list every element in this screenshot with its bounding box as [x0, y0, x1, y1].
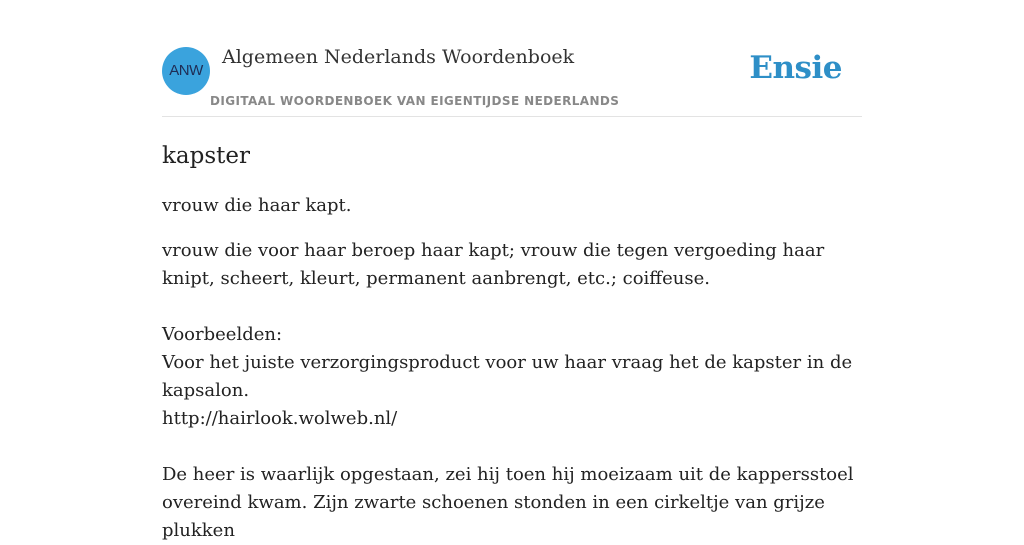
anw-logo: ANW — [162, 47, 210, 95]
site-title: Algemeen Nederlands Woordenboek — [222, 46, 575, 68]
spacer — [162, 293, 862, 321]
short-definition: vrouw die haar kapt. — [162, 195, 352, 216]
example-source-link[interactable]: http://hairlook.wolweb.nl/ — [162, 408, 398, 429]
spacer — [162, 433, 862, 461]
long-definition: vrouw die voor haar beroep haar kapt; vrouw die tegen vergoeding haar knipt, scheert, kleurt, permanent aanbrengt, etc.; coiffeuse. — [162, 240, 825, 289]
entry-content — [162, 116, 862, 545]
headword: kapster — [162, 143, 251, 169]
site-subtitle: DIGITAAL WOORDENBOEK VAN EIGENTIJDSE NEDERLANDS — [210, 94, 620, 108]
example-text: De heer is waarlijk opgestaan, zei hij toen hij moeizaam uit de kappersstoel overeind kwam. Zijn zwarte schoenen stonden in een cirkeltje van grijze plukken — [162, 464, 854, 541]
ensie-brand-link[interactable]: Ensie — [749, 50, 842, 86]
example-text: Voor het juiste verzorgingsproduct voor uw haar vraag het de kapster in de kapsalon. — [162, 352, 853, 401]
examples-label: Voorbeelden: — [162, 324, 283, 345]
site-header — [162, 40, 862, 117]
